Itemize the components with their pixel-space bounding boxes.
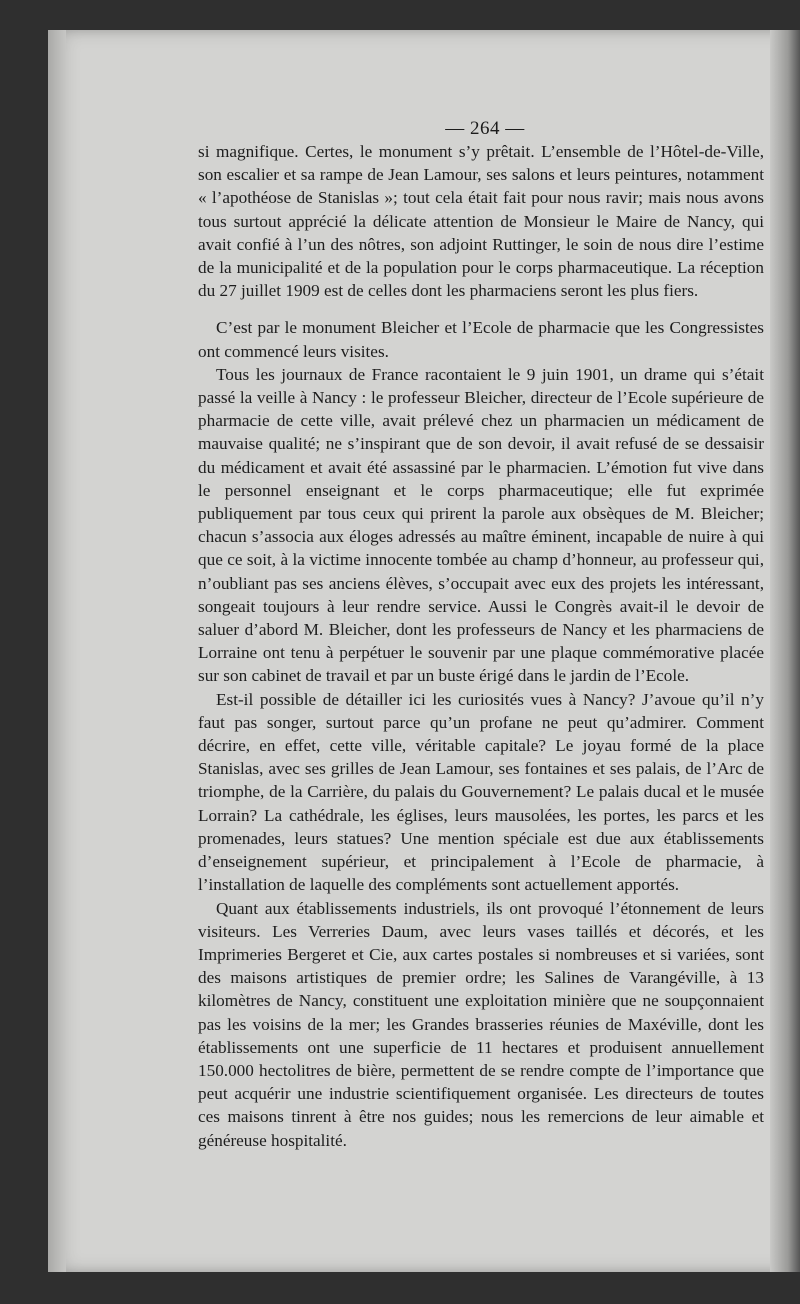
paragraph: C’est par le monument Bleicher et l’Ecole de pharmacie que les Congressistes ont commencé leurs visites. xyxy=(198,318,764,361)
page-number: — 264 — xyxy=(445,118,525,139)
page-edge xyxy=(770,30,800,1272)
paragraph: Quant aux établissements industriels, ils ont provoqué l’étonnement de leurs visiteurs. Les Verreries Daum, avec leurs vases taillés et décorés, et les Imprimeries Bergeret et Cie, aux cartes postales si nombreuses et si variées, sont des maisons artistiques de premier ordre; les Salines de Varangéville, à 13 kilomètres de Nancy, constituent une exploitation minière que ne soupçonnaient pas les voisins de la mer; les Grandes brasseries réunies de Maxéville, dont les établissements ont une superficie de 11 hectares et produisent annuellement 150.000 hectolitres de bière, permettent de se rendre compte de l’importance que peut acquérir une industrie scientifiquement organisée. Les directeurs de toutes ces maisons tinrent à être nos guides; nous les remercions de leur aimable et généreuse hospitalité. xyxy=(198,898,764,1150)
paragraph-continuation: si magnifique. Certes, le monument s’y prêtait. L’ensemble de l’Hôtel-de-Ville, son escalier et sa rampe de Jean Lamour, ses salons et leurs peintures, notamment « l’apothéose de Stanislas »; tout cela était fait pour nous ravir; mais nous avons tous surtout apprécié la délicate attention de Monsieur le Maire de Nancy, qui avait confié à l’un des nôtres, son adjoint Ruttinger, le soin de nous dire l’estime de la municipalité et de la population pour le corps pharmaceutique. La réception du 27 juillet 1909 est de celles dont les pharmaciens seront les plus fiers. xyxy=(198,142,764,301)
paragraph: Tous les journaux de France racontaient le 9 juin 1901, un drame qui s’était passé la veille à Nancy : le professeur Bleicher, directeur de l’Ecole supérieure de pharmacie de cette ville, avait prélevé chez un pharmacien un médicament de mauvaise qualité; ne s’inspirant que de son devoir, il avait refusé de se dessaisir du médicament et avait été assassiné par le pharmacien. L’émotion fut vive dans le personnel enseignant et le corps pharmaceutique; elle fut exprimée publiquement par tous ceux qui prirent la parole aux obsèques de M. Bleicher; chacun s’associa aux éloges adressés au maître éminent, incapable de nuire à qui que ce soit, à la victime innocente tombée au champ d’honneur, au professeur qui, n’oubliant pas ses anciens élèves, s’occupait avec eux des projets les intéressant, songeait toujours à leur rendre service. Aussi le Congrès avait-il le devoir de saluer d’abord M. Bleicher, dont les professeurs de Nancy et les pharmaciens de Lorraine ont tenu à perpétuer le souvenir par une plaque commémorative placée sur son cabinet de travail et par un buste érigé dans le jardin de l’Ecole. xyxy=(198,364,764,686)
paragraph: Est-il possible de détailler ici les curiosités vues à Nancy? J’avoue qu’il n’y faut pas songer, surtout parce qu’un profane ne peut qu’admirer. Comment décrire, en effet, cette ville, véritable capitale? Le joyau formé de la place Stanislas, avec ses grilles de Jean Lamour, ses fontaines et ses palais, de l’Arc de triomphe, de la Carrière, du palais du Gouvernement? Le palais ducal et le musée Lorrain? La cathédrale, les églises, leurs mausolées, les portes, les parcs et les promenades, leurs statues? Une mention spéciale est due aux établissements d’enseignement supérieur, et principalement à l’Ecole de pharmacie, à l’installation de laquelle des compléments sont actuellement apportés. xyxy=(198,689,764,895)
body-text xyxy=(198,140,764,1152)
book-spine-shadow xyxy=(48,30,66,1272)
